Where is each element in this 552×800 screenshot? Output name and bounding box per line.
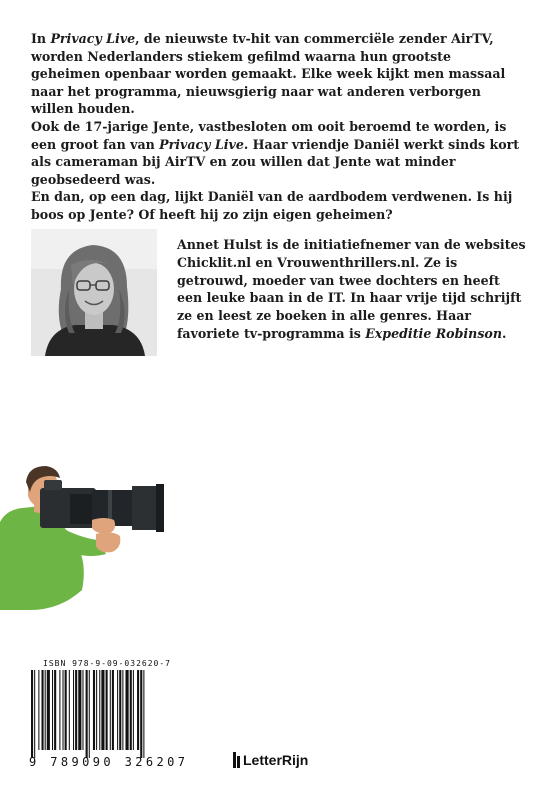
show-title: Privacy Live bbox=[159, 136, 244, 152]
blurb-paragraph-3: En dan, op een dag, lijkt Daniël van de aardbodem verdwenen. Is hij boos op Jente? Of heeft hij zo zijn eigen geheimen? bbox=[31, 189, 513, 222]
blurb-text: , de nieuwste tv-hit van commerciële zender AirTV, worden Nederlanders stiekem gefilmd waarna hun grootste geheimen openbaar worden gemaakt. Elke week kijkt men massaal naar het programma, nieuwsgierig naar wat anderen verborgen willen houden. bbox=[31, 31, 506, 117]
show-title: Privacy Live bbox=[50, 31, 136, 46]
blurb-paragraph-2 bbox=[31, 118, 521, 188]
bio-text: . bbox=[501, 325, 507, 341]
isbn-label: ISBN 978-9-09-032620-7 bbox=[43, 659, 171, 668]
isbn-digits: 9 789090 326207 bbox=[29, 755, 189, 769]
blurb-paragraph-1 bbox=[31, 30, 521, 118]
barcode-bars bbox=[29, 670, 205, 758]
publisher-name: LetterRijn bbox=[243, 752, 309, 768]
blurb-text: . Haar vriendje Daniël werkt sinds kort als cameraman bij AirTV en zou willen dat Jente wat minder geobsedeerd was. bbox=[31, 136, 520, 187]
back-cover-blurb bbox=[31, 30, 521, 224]
blurb-text: In bbox=[31, 31, 51, 46]
author-photo bbox=[31, 229, 157, 356]
author-bio bbox=[177, 236, 527, 343]
bio-text: Annet Hulst is de initiatiefnemer van de websites Chicklit.nl en Vrouwenthrillers.nl. Ze is getrouwd, moeder van twee dochters en heeft een leuke baan in de IT. In haar vrije tijd schrijft ze en leest ze boeken in alle genres. Haar favoriete tv-programma is bbox=[177, 237, 526, 341]
publisher-logo bbox=[233, 750, 308, 770]
cameraman-illustration bbox=[0, 460, 180, 610]
letterrijn-mark-icon bbox=[233, 752, 241, 768]
blurb-text: Ook de 17-jarige Jente, vastbesloten om ooit beroemd te worden, is een groot fan van bbox=[31, 118, 507, 152]
favorite-show-title: Expeditie Robinson bbox=[365, 325, 502, 341]
isbn-barcode bbox=[29, 659, 205, 771]
